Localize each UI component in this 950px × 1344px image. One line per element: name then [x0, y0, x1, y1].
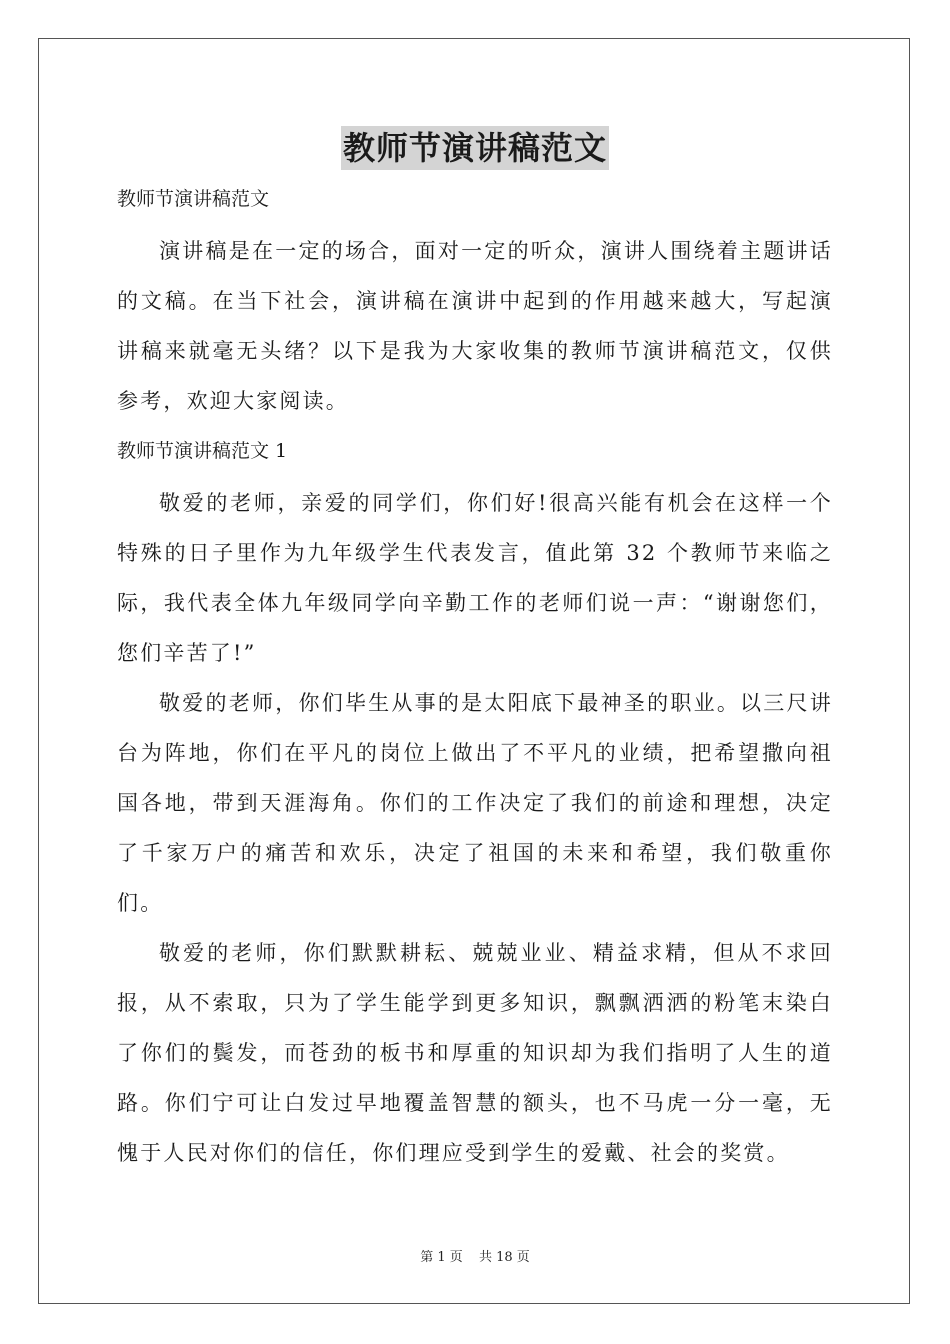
document-title: 教师节演讲稿范文 [341, 126, 609, 170]
document-body [117, 178, 833, 1178]
body-paragraph-3: 敬爱的老师，你们默默耕耘、兢兢业业、精益求精，但从不求回报，从不索取，只为了学生能学到更多知识，飘飘洒洒的粉笔末染白了你们的鬓发，而苍劲的板书和厚重的知识却为我们指明了人生的道路。你们宁可让白发过早地覆盖智慧的额头，也不马虎一分一毫，无愧于人民对你们的信任，你们理应受到学生的爱戴、社会的奖赏。 [117, 941, 833, 1165]
body-paragraph-2: 敬爱的老师，你们毕生从事的是太阳底下最神圣的职业。以三尺讲台为阵地，你们在平凡的岗位上做出了不平凡的业绩，把希望撒向祖国各地，带到天涯海角。你们的工作决定了我们的前途和理想，决定了千家万户的痛苦和欢乐，决定了祖国的未来和希望，我们敬重你们。 [117, 691, 833, 915]
page-number: 第 1 页 [420, 1250, 463, 1265]
page-total: 共 18 页 [478, 1250, 530, 1265]
intro-paragraph: 演讲稿是在一定的场合，面对一定的听众，演讲人围绕着主题讲话的文稿。在当下社会，演讲稿在演讲中起到的作用越来越大，写起演讲稿来就毫无头绪？以下是我为大家收集的教师节演讲稿范文，仅供参考，欢迎大家阅读。 [117, 239, 833, 413]
body-paragraph-1: 敬爱的老师，亲爱的同学们，你们好!很高兴能有机会在这样一个特殊的日子里作为九年级学生代表发言，值此第 32 个教师节来临之际，我代表全体九年级同学向辛勤工作的老师们说一声：“谢谢您们，您们辛苦了!” [117, 491, 833, 665]
page-footer [0, 1246, 950, 1265]
title-container [0, 126, 950, 170]
section-heading: 教师节演讲稿范文 1 [117, 440, 288, 462]
document-subtitle: 教师节演讲稿范文 [117, 188, 270, 210]
